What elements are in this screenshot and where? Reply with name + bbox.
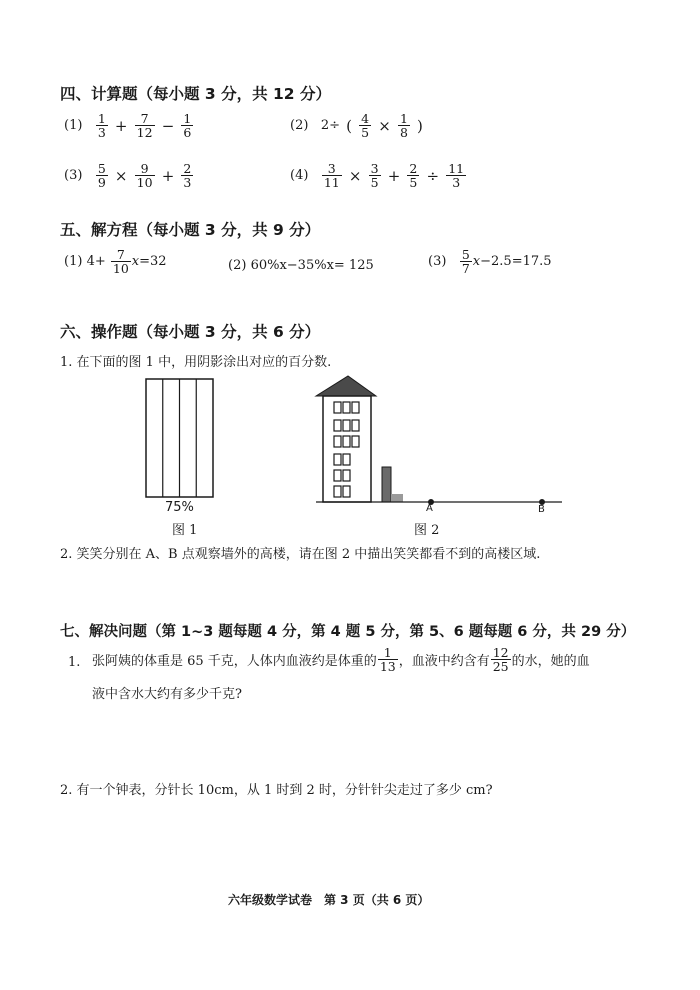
problem-4-2: (2) 2÷ ( $\frac{4}{5}$ × $\frac{1}{8}$ ) — [290, 111, 423, 141]
section5-title: 五、解方程（每小题 3 分，共 9 分） — [60, 221, 321, 239]
equation-5-3: (3) $\frac{5}{7}$ x−2.5=17.5 — [428, 247, 552, 277]
section7-title: 七、解决问题（第 1~3 题每题 4 分，第 4 题 5 分，第 5、6 题每题 6 分，共 29 分） — [60, 624, 636, 640]
fraction: $\frac{4}{5}$ — [361, 111, 370, 141]
fraction: $\frac{5}{9}$ — [97, 161, 106, 191]
fraction: $\frac{12}{25}$ — [492, 645, 509, 675]
section6-title: 六、操作题（每小题 3 分，共 6 分） — [60, 323, 321, 341]
fraction: $\frac{3}{5}$ — [370, 161, 379, 191]
question-7-2: 2. 有一个钟表，分针长 10cm，从 1 时到 2 时，分针针尖走过了多少 cm? — [60, 783, 493, 798]
figure-1-caption: 图 1 — [172, 523, 198, 538]
figure-1-percent: 75% — [165, 500, 194, 515]
fraction: $\frac{2}{3}$ — [183, 161, 192, 191]
fraction: $\frac{9}{10}$ — [136, 161, 153, 191]
point-b-label: B — [538, 504, 545, 515]
fraction: $\frac{1}{3}$ — [97, 111, 106, 141]
fraction: $\frac{11}{3}$ — [448, 161, 465, 191]
point-a-label: A — [426, 503, 433, 514]
fraction: $\frac{2}{5}$ — [409, 161, 418, 191]
fraction: $\frac{7}{12}$ — [136, 111, 153, 141]
problem-4-1: (1) $\frac{1}{3}$ + $\frac{7}{12}$ − $\frac{1}{6}$ — [64, 111, 192, 141]
question-6-1: 1. 在下面的图 1 中，用阴影涂出对应的百分数. — [60, 355, 332, 370]
fraction: $\frac{1}{8}$ — [399, 111, 408, 141]
equation-5-2: (2) 60%x−35%x= 125 — [228, 258, 374, 273]
question-7-1: 张阿姨的体重是 65 千克，人体内血液约是体重的 $\frac{1}{13}$ ，血液中约含有 $\frac{12}{25}$ 的水，她的血 — [92, 645, 590, 675]
fraction: $\frac{1}{13}$ — [379, 645, 396, 675]
fraction: $\frac{7}{10}$ — [112, 247, 129, 277]
page-footer: 六年级数学试卷 第 3 页（共 6 页） — [228, 893, 430, 907]
figure-1-rectangle — [145, 378, 215, 500]
question-7-1-number: 1. — [68, 655, 81, 670]
figure-2-caption: 图 2 — [414, 523, 440, 538]
question-6-2: 2. 笑笑分别在 A、B 点观察墙外的高楼，请在图 2 中描出笑笑都看不到的高楼区域. — [60, 547, 541, 562]
wall-base — [391, 494, 403, 502]
problem-4-4: (4) $\frac{3}{11}$ × $\frac{3}{5}$ + $\frac{2}{5}$ ÷ $\frac{11}{3}$ — [290, 161, 465, 191]
building-roof — [316, 376, 376, 396]
problem-4-3: (3) $\frac{5}{9}$ × $\frac{9}{10}$ + $\frac{2}{3}$ — [64, 161, 192, 191]
fraction: $\frac{3}{11}$ — [323, 161, 340, 191]
wall — [382, 467, 391, 502]
figure-2-scene — [310, 372, 570, 514]
fraction: $\frac{5}{7}$ — [461, 247, 470, 277]
section4-title: 四、计算题（每小题 3 分，共 12 分） — [60, 85, 331, 103]
question-7-1-line2: 液中含水大约有多少千克? — [92, 687, 242, 702]
label: (1) — [64, 118, 83, 134]
equation-5-1: (1) 4+ $\frac{7}{10}$ x=32 — [64, 247, 167, 277]
fraction: $\frac{1}{6}$ — [183, 111, 192, 141]
